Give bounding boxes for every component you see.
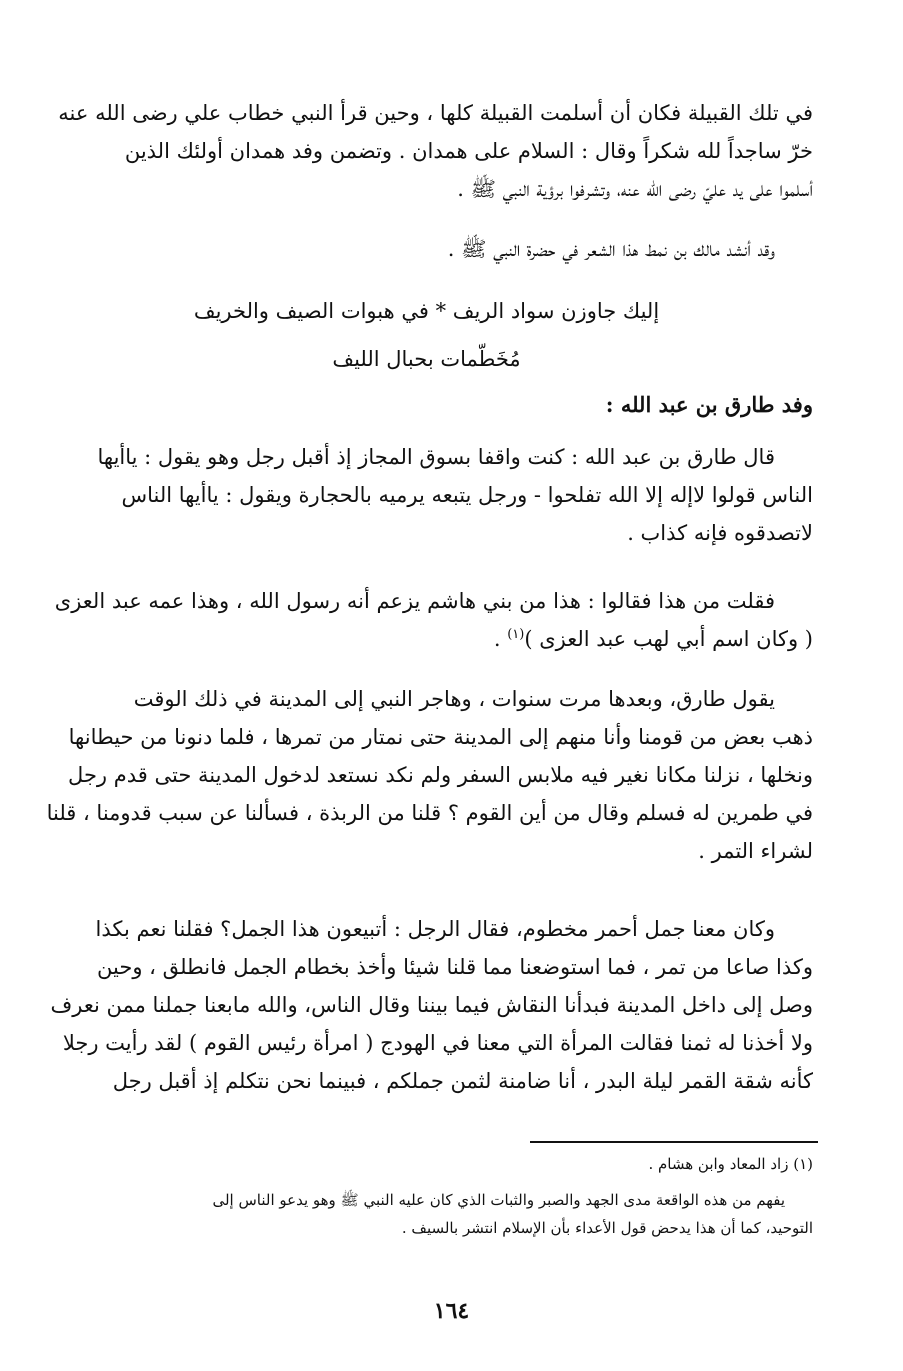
poem [40, 292, 813, 378]
text-line: وقد أنشد مالك بن نمط هذا الشعر في حضرة النبي ﷺ . [447, 237, 775, 261]
text-line: لاتصدقوه فإنه كذاب . [627, 521, 813, 545]
text-line: ولا أخذنا له ثمنا فقالت المرأة التي معنا في الهودج ( امرأة رئيس القوم ) لقد رأيت رجلا [62, 1031, 813, 1055]
poem-verse: إليك جاوزن سواد الريف * في هبوات الصيف والخريف [193, 299, 660, 323]
text-line: فقلت من هذا فقالوا : هذا من بني هاشم يزعم أنه رسول الله ، وهذا عمه عبد العزى [54, 589, 775, 613]
text-line: وصل إلى داخل المدينة فبدأنا النقاش فيما بيننا وقال الناس، والله مابعنا جملنا ممن نعرف [50, 993, 813, 1017]
text-line: كأنه شقة القمر ليلة البدر ، أنا ضامنة لثمن جملكم ، فبينما نحن نتكلم إذ أقبل رجل [112, 1069, 813, 1093]
paragraph-2 [40, 582, 813, 658]
paragraph-1 [40, 438, 813, 552]
text-line: وكان معنا جمل أحمر مخطوم، فقال الرجل : أتبيعون هذا الجمل؟ فقلنا نعم بكذا [95, 917, 775, 941]
text-line [40, 620, 813, 658]
footnote-note-line: يفهم من هذه الواقعة مدى الجهد والصبر والثبات الذي كان عليه النبي ﷺ وهو يدعو الناس إلى [212, 1191, 785, 1209]
text-line: أسلموا على يد عليّ رضى الله عنه، وتشرفوا برؤية النبي ﷺ . [457, 177, 813, 201]
page-number: ١٦٤ [433, 1298, 470, 1324]
intro-paragraph [40, 94, 813, 208]
heading-text: وفد طارق بن عبد الله : [605, 392, 813, 417]
footnote-divider [530, 1141, 818, 1143]
text-segment: ( وكان اسم أبي لهب عبد العزى ) [524, 627, 813, 651]
text-line: في طمرين له فسلم وقال من أين القوم ؟ قلنا من الربذة ، فسألنا عن سبب قدومنا ، قلنا [46, 801, 813, 825]
text-line: في تلك القبيلة فكان أن أسلمت القبيلة كلها ، وحين قرأ النبي خطاب علي رضى الله عنه [58, 101, 813, 125]
section-heading [40, 386, 813, 424]
text-line: خرّ ساجداً لله شكراً وقال : السلام على همدان . وتضمن وفد همدان أولئك الذين [124, 139, 813, 163]
text-line: ونخلها ، نزلنا مكانا نغير فيه ملابس السفر ولم نكد نستعد لدخول المدينة حتى قدم رجل [68, 763, 813, 787]
paragraph-3 [40, 680, 813, 870]
text-line: ذهب بعض من قومنا وأنا منهم إلى المدينة حتى نمتار من تمرها ، فلما دنونا من حيطانها [68, 725, 813, 749]
text-line: يقول طارق، وبعدها مرت سنوات ، وهاجر النبي إلى المدينة في ذلك الوقت [133, 687, 775, 711]
text-line: قال طارق بن عبد الله : كنت واقفا بسوق المجاز إذ أقبل رجل وهو يقول : ياأيها [97, 445, 775, 469]
paragraph-4 [40, 910, 813, 1100]
text-line: الناس قولوا لاإله إلا الله تفلحوا - ورجل يتبعه يرميه بالحجارة ويقول : ياأيها الناس [121, 483, 813, 507]
footnote-reference: (١) [507, 627, 525, 642]
text-line: وكذا صاعا من تمر ، فما استوضعنا مما قلنا شيئا وأخذ بخطام الجمل فانطلق ، وحين [97, 955, 813, 979]
text-segment: . [493, 627, 501, 651]
footnote-1: (١) زاد المعاد وابن هشام . [648, 1155, 813, 1173]
poem-intro [40, 230, 813, 268]
poem-verse: مُخَطّمات بحبال الليف [332, 347, 521, 371]
text-line: لشراء التمر . [698, 839, 813, 863]
footnote-note-line: التوحيد، كما أن هذا يدحض قول الأعداء بأن الإسلام انتشر بالسيف . [401, 1219, 813, 1237]
footnotes [40, 1150, 813, 1242]
